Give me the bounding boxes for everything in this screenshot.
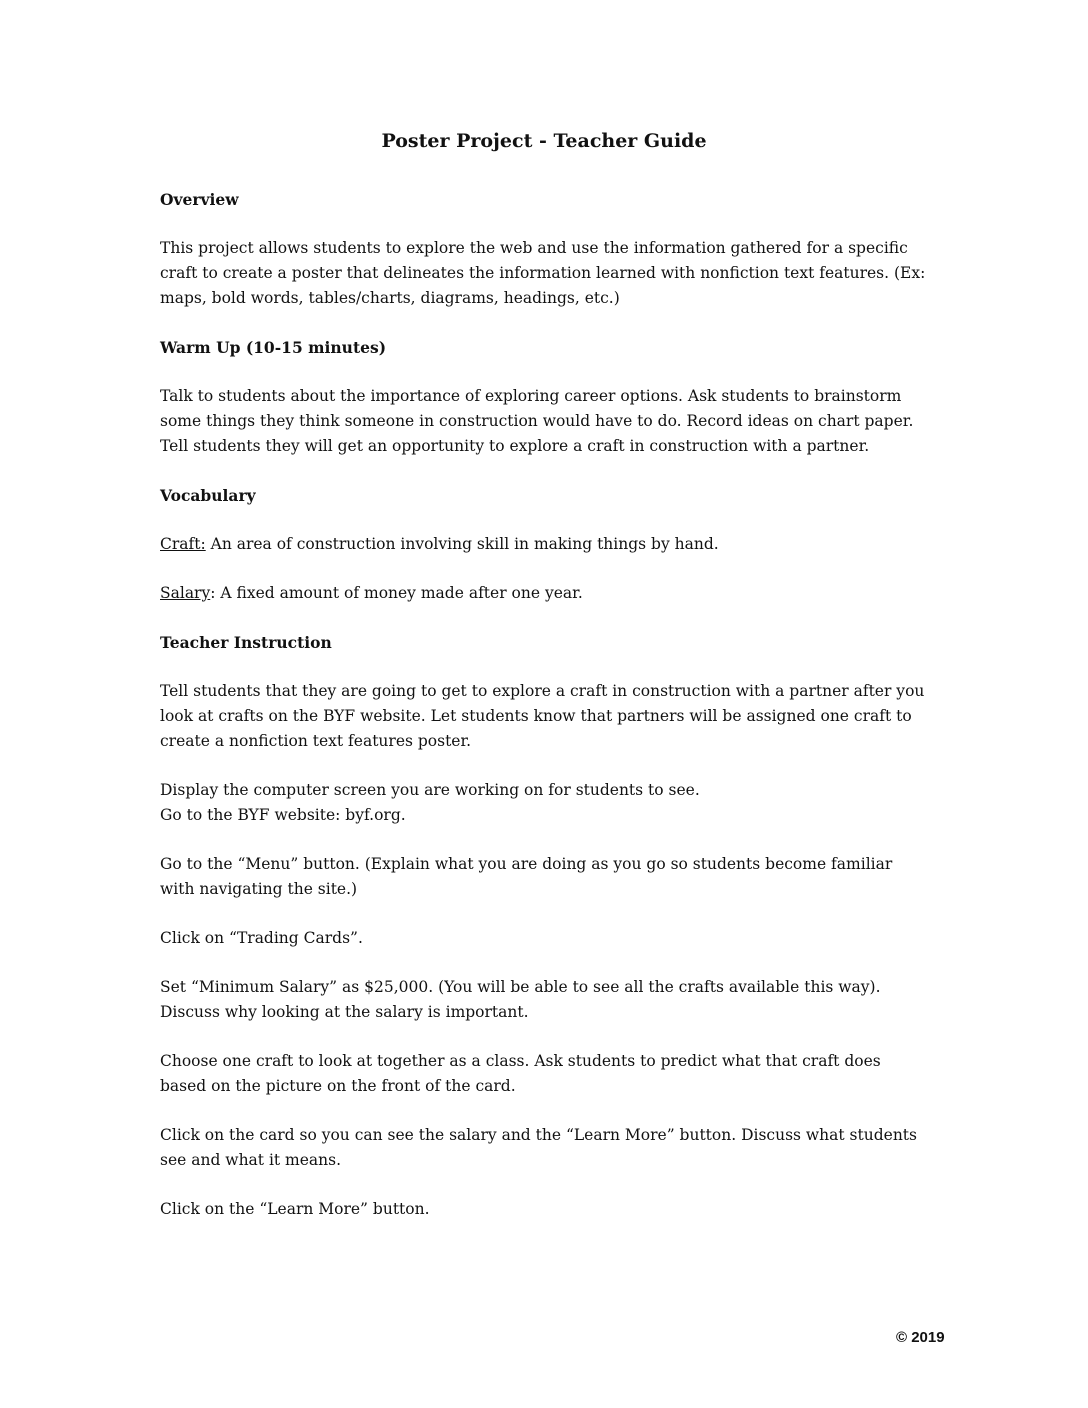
warm-up-paragraph: Talk to students about the importance of exploring career options. Ask students to brainstorm some things they think someone in construction would have to do. Record ideas on chart paper. Tell students they will get an opportunity to explore a craft in construction with a partner.: [160, 387, 914, 455]
instruction-paragraph-3: Go to the “Menu” button. (Explain what you are doing as you go so students become familiar with navigating the site.): [160, 855, 893, 898]
document-body: [160, 187, 930, 1246]
instruction-paragraph-1: Tell students that they are going to get to explore a craft in construction with a partner after you look at crafts on the BYF website. Let students know that partners will be assigned one craft to create a nonfiction text features poster.: [160, 682, 925, 750]
vocabulary-salary-entry: [160, 581, 930, 606]
vocabulary-heading: Vocabulary: [160, 486, 256, 505]
instruction-paragraph-5: Set “Minimum Salary” as $25,000. (You will be able to see all the crafts available this way). Discuss why looking at the salary is important.: [160, 978, 881, 1021]
salary-term: Salary: [160, 584, 211, 602]
instruction-paragraph-8: Click on the “Learn More” button.: [160, 1200, 430, 1218]
warm-up-heading: Warm Up (10-15 minutes): [160, 338, 387, 357]
copyright-footer: © 2019: [896, 1329, 945, 1346]
craft-term: Craft:: [160, 535, 206, 553]
instruction-paragraph-2-line-1: Display the computer screen you are working on for students to see.: [160, 781, 700, 799]
instruction-paragraph-2-line-2: Go to the BYF website: byf.org.: [160, 806, 406, 824]
vocabulary-craft-entry: [160, 532, 930, 557]
instruction-paragraph-7: Click on the card so you can see the salary and the “Learn More” button. Discuss what students see and what it means.: [160, 1126, 917, 1169]
document-title: Poster Project - Teacher Guide: [381, 130, 707, 152]
craft-definition: An area of construction involving skill in making things by hand.: [205, 535, 719, 553]
teacher-instruction-heading: Teacher Instruction: [160, 633, 332, 652]
overview-heading: Overview: [160, 190, 239, 209]
overview-paragraph: This project allows students to explore the web and use the information gathered for a specific craft to create a poster that delineates the information learned with nonfiction text features. (Ex: maps, bold words, tables/charts, diagrams, headings, etc.): [160, 239, 926, 307]
salary-definition: : A fixed amount of money made after one year.: [210, 584, 583, 602]
instruction-paragraph-6: Choose one craft to look at together as a class. Ask students to predict what that craft does based on the picture on the front of the card.: [160, 1052, 881, 1095]
instruction-paragraph-4: Click on “Trading Cards”.: [160, 929, 363, 947]
